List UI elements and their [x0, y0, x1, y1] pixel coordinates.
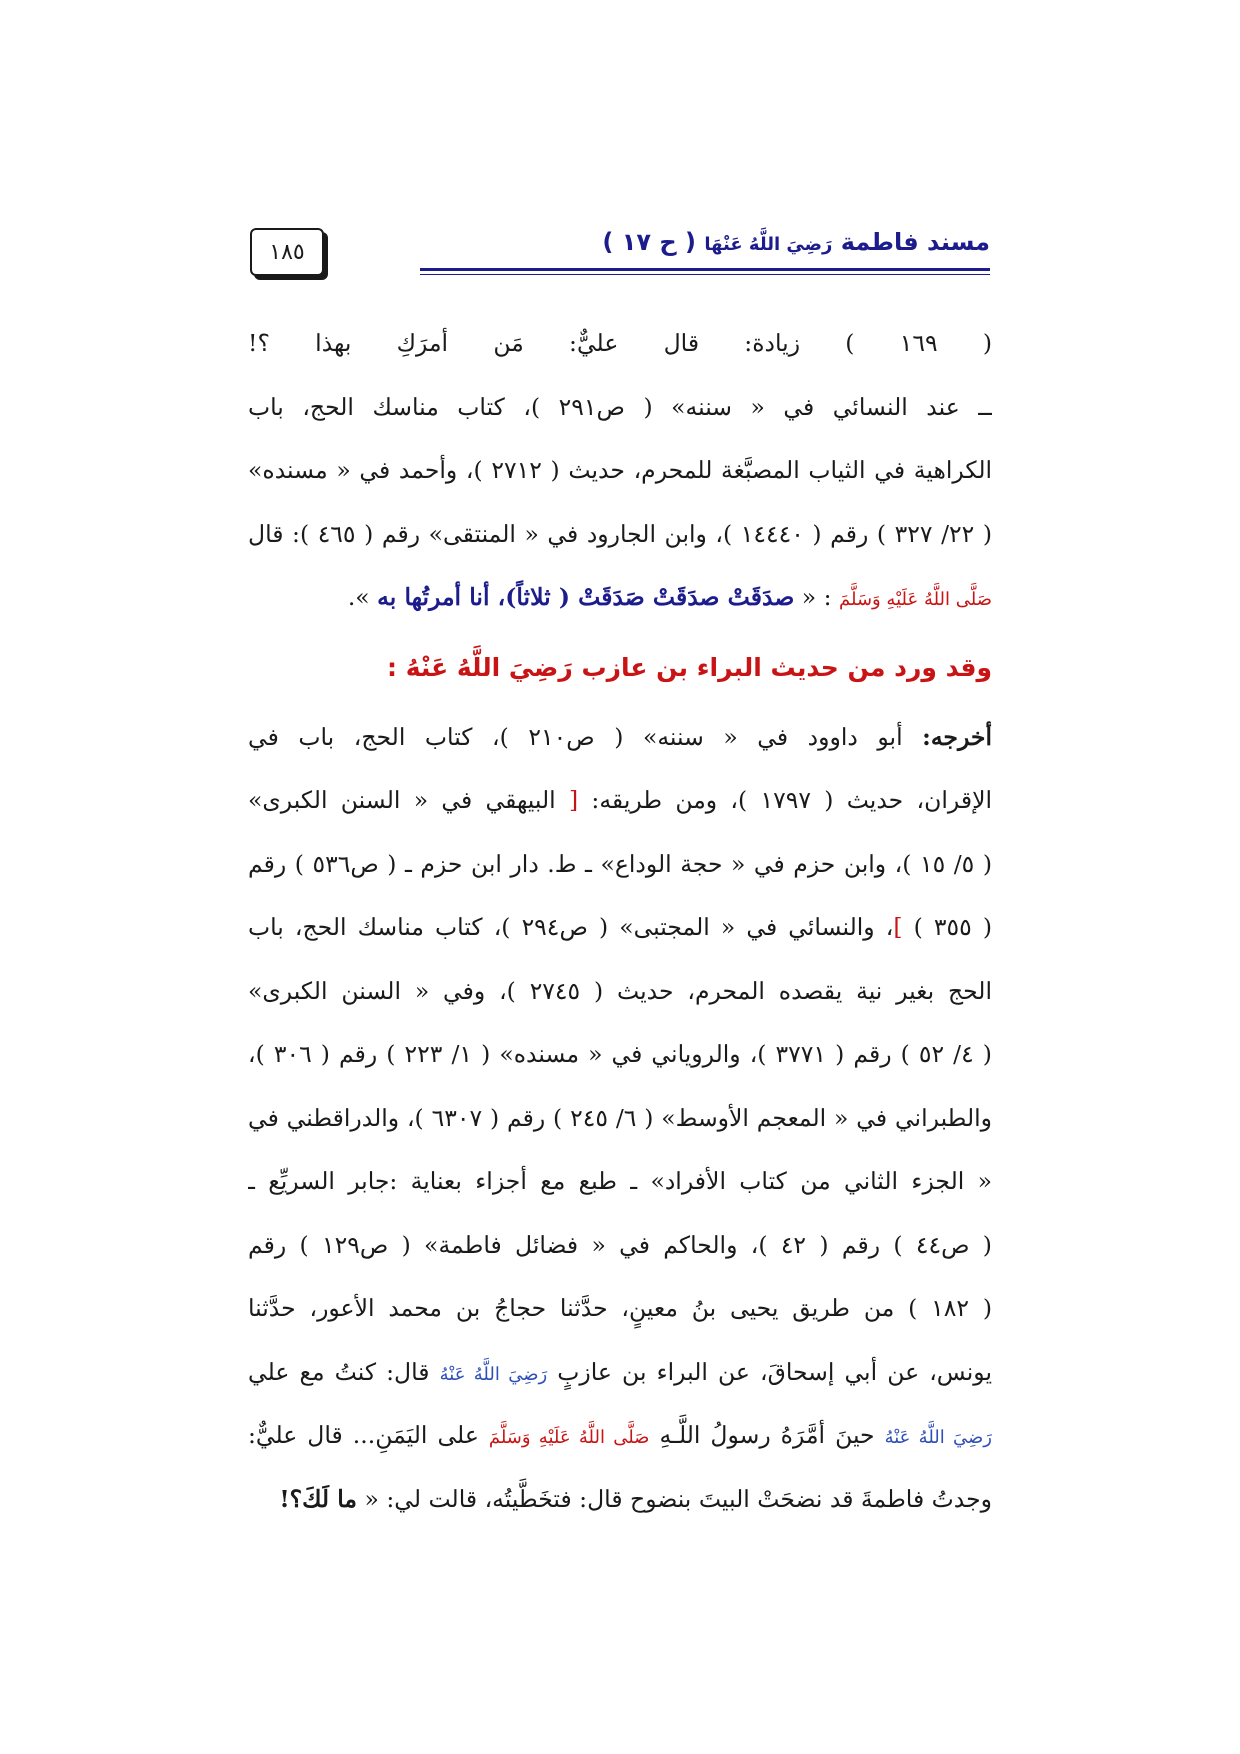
running-title-chapter: ( ح ١٧ ) — [602, 228, 697, 256]
text-line: ( ٤/ ٥٢ ) رقم ( ٣٧٧١ )، والروياني في « مسنده» ( ١/ ٢٢٣ ) رقم ( ٣٠٦ )، — [248, 1040, 992, 1068]
honorific: صَلَّى اللَّهُ عَلَيْهِ وَسَلَّمَ — [839, 589, 992, 610]
section-heading — [248, 630, 992, 706]
section-heading-colon: : — [387, 652, 406, 682]
text-line — [248, 1468, 992, 1532]
text-line: ــ عند النسائي في « سننه» ( ص٢٩١ )، كتاب مناسك الحج، باب — [248, 392, 992, 421]
hadith-quote: صدَقَتْ صدَقَتْ صَدَقَتْ ( ثلاثاً)، أنا أمرتُها به — [377, 583, 795, 611]
running-title-honorific: رَضِيَ اللَّهُ عَنْهَا — [704, 234, 833, 255]
text-line: الكراهية في الثياب المصبَّغة للمحرم، حديث ( ٢٧١٢ )، وأحمد في « مسنده» — [248, 456, 992, 484]
red-bracket: ] — [893, 913, 903, 941]
text-line — [248, 1341, 992, 1405]
text-line — [248, 1404, 992, 1468]
lead-word: أخرجه: — [922, 722, 992, 751]
text-line: ( ص٤٤ ) رقم ( ٤٢ )، والحاكم في « فضائل فاطمة» ( ص١٢٩ ) رقم — [248, 1230, 992, 1259]
text-line — [248, 706, 992, 770]
text-fragment: قال: كنتُ مع علي — [248, 1357, 440, 1386]
text-fragment: ، والنسائي في « المجتبى» ( ص٢٩٤ )، كتاب مناسك الحج، باب — [248, 913, 894, 941]
text-fragment: الإقران، حديث ( ١٧٩٧ )، ومن طريقه: — [578, 786, 992, 814]
paragraph-takhrij — [248, 706, 992, 1532]
text-line — [248, 769, 992, 833]
red-bracket: [ — [568, 786, 579, 814]
honorific: رَضِيَ اللَّهُ عَنْهُ — [439, 1363, 548, 1385]
text-line: ( ٢٢/ ٣٢٧ ) رقم ( ١٤٤٤٠ )، وابن الجارود في « المنتقى» رقم ( ٤٦٥ ): قال — [248, 519, 992, 548]
page-header — [250, 228, 990, 288]
text-line: ( ٥/ ١٥ )، وابن حزم في « حجة الوداع» ـ ط. دار ابن حزم ـ ( ص٥٣٦ ) رقم — [248, 849, 992, 878]
text-fragment: ». — [347, 583, 378, 611]
paragraph-narration — [248, 312, 992, 630]
text-line: والطبراني في « المعجم الأوسط» ( ٦/ ٢٤٥ ) رقم ( ٦٣٠٧ )، والدراقطني في — [248, 1103, 992, 1132]
text-fragment: البيهقي في « السنن الكبرى» — [248, 786, 569, 814]
text-fragment: على اليَمَنِ... قال عليٌّ: — [248, 1421, 489, 1449]
running-title-name: مسند فاطمة — [840, 228, 990, 256]
text-fragment: يونس، عن أبي إسحاقَ، عن البراء بن عازبٍ — [547, 1357, 992, 1386]
text-fragment: وجدتُ فاطمةَ قد نضحَتْ البيتَ بنضوح قال: فتخَطَّيتُه، قالت لي: « — [357, 1484, 992, 1513]
header-rule — [420, 268, 990, 275]
text-fragment: : « — [794, 583, 839, 611]
page-number: ١٨٥ — [250, 228, 324, 276]
text-fragment-bold: ما لَكَ؟! — [279, 1484, 358, 1513]
section-heading-honorific: رَضِيَ اللَّهُ عَنْهُ — [405, 652, 573, 682]
honorific: صَلَّى اللَّهُ عَلَيْهِ وَسَلَّمَ — [488, 1427, 650, 1448]
text-line — [248, 896, 992, 960]
text-line: ( ١٦٩ ) زيادة: قال عليٌّ: مَن أمرَكِ بهذا ؟! — [248, 329, 992, 357]
text-line: ( ١٨٢ ) من طريق يحيى بنُ معينٍ، حدَّثنا حجاجُ بن محمد الأعور، حدَّثنا — [248, 1294, 992, 1322]
text-line: « الجزء الثاني من كتاب الأفراد» ـ طبع مع أجزاء بعناية :جابر السريِّع ـ — [248, 1167, 992, 1195]
running-title — [602, 228, 990, 256]
page-body — [248, 312, 992, 1531]
text-line — [248, 566, 992, 630]
section-heading-text: وقد ورد من حديث البراء بن عازب — [581, 652, 992, 682]
text-fragment: حينَ أمَّرَهُ رسولُ اللَّـهِ — [649, 1421, 885, 1449]
honorific: رَضِيَ اللَّهُ عَنْهُ — [884, 1427, 992, 1448]
text-fragment: ( ٣٥٥ ) — [902, 913, 992, 941]
text-fragment: أبو داوود في « سننه» ( ص٢١٠ )، كتاب الحج، باب في — [248, 722, 923, 751]
text-line: الحج بغير نية يقصده المحرم، حديث ( ٢٧٤٥ )، وفي « السنن الكبرى» — [248, 976, 992, 1005]
